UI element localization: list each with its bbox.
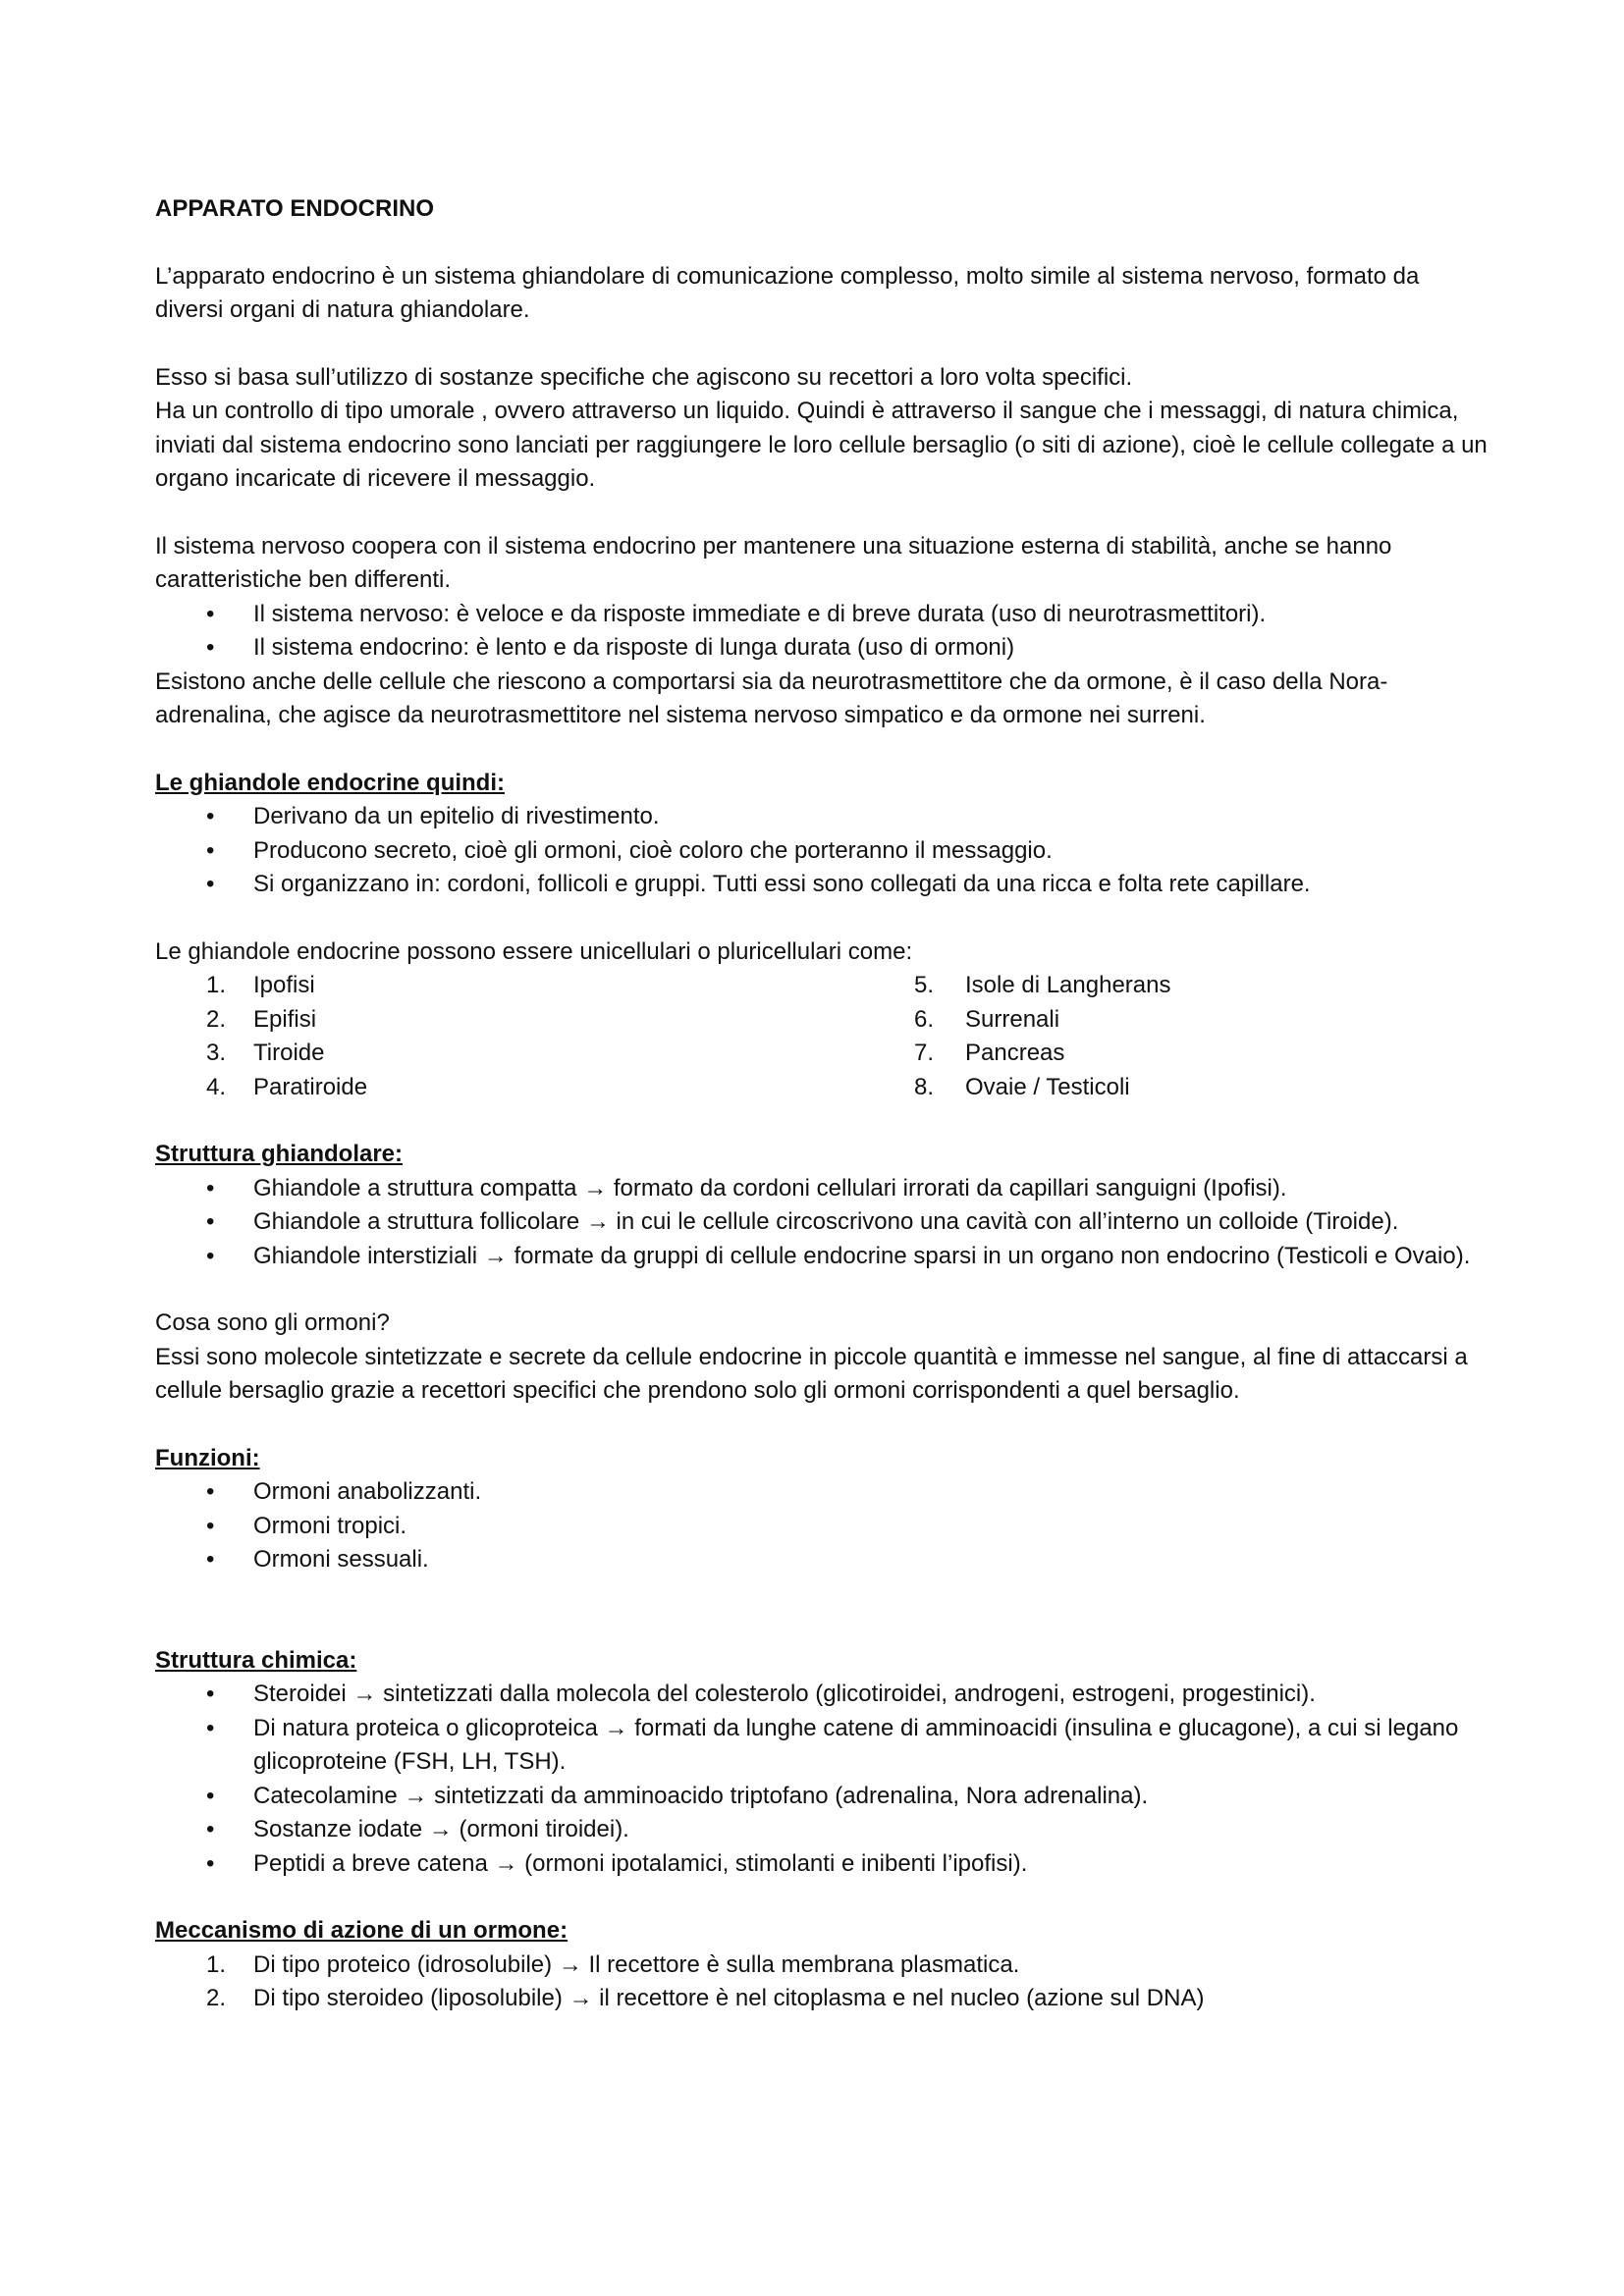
list-item: • Ghiandole interstiziali → formate da gruppi di cellule endocrine sparsi in un organo non endocrino (Testicoli e Ovaio). [155,1240,1490,1274]
list-item: • Ghiandole a struttura follicolare → in cui le cellule circoscrivono una cavità con all’interno un colloide (Tiroide). [155,1205,1490,1240]
list-item: • Peptidi a breve catena → (ormoni ipotalamici, stimolanti e inibenti l’ipofisi). [155,1847,1490,1882]
list-item: • Catecolamine → sintetizzati da amminoacido triptofano (adrenalina, Nora adrenalina). [155,1780,1490,1814]
arrow-icon: → [352,1681,377,1707]
list-item: • Si organizzano in: cordoni, follicoli e gruppi. Tutti essi sono collegati da una ricca e folta rete capillare. [155,868,1490,902]
gland-types-columns [155,969,1490,1104]
arrow-icon: → [494,1849,518,1877]
arrow-icon: → [558,1950,582,1978]
arrow-icon: → [483,1242,508,1269]
compare-list [155,598,1490,666]
list-item: 8. Ovaie / Testicoli [914,1073,1130,1100]
gland-types-right [914,969,1170,1104]
list-item: • Ghiandole a struttura compatta → formato da cordoni cellulari irrorati da capillari sanguigni (Ipofisi). [155,1172,1490,1206]
list-item: 1. Di tipo proteico (idrosolubile) → Il recettore è sulla membrana plasmatica. [206,1950,1020,1978]
list-item: 5. Isole di Langherans [914,972,1171,998]
list-item: 6. Surrenali [914,1005,1060,1033]
section-heading-chimica: Struttura chimica: [155,1646,357,1674]
arrow-icon: → [583,1174,608,1201]
gland-types-left [155,969,914,1104]
chimica-list [155,1678,1490,1881]
list-item: • Il sistema nervoso: è veloce e da risposte immediate e di breve durata (uso di neurotrasmettitori). [155,598,1490,632]
list-item: • Steroidei → sintetizzati dalla molecola del colesterolo (glicotiroidei, androgeni, estrogeni, progestinici). [155,1678,1490,1712]
struttura-list [155,1172,1490,1274]
list-item: 3. Tiroide [206,1040,325,1066]
list-item: • Derivano da un epitelio di rivestimento. [155,800,1490,834]
arrow-icon: → [404,1782,428,1809]
intro-paragraph: L’apparato endocrino è un sistema ghiandolare di comunicazione complesso, molto simile al sistema nervoso, formato da diversi organi di natura ghiandolare. [155,262,1420,323]
paragraph-sostanze: Esso si basa sull’utilizzo di sostanze specifiche che agiscono su recettori a loro volta specifici. [155,363,1133,391]
paragraph-cooperazione: Il sistema nervoso coopera con il sistema endocrino per mantenere una situazione esterna di stabilità, anche se hanno caratteristiche ben differenti. [155,532,1392,593]
ormoni-question: Cosa sono gli ormoni? [155,1309,390,1336]
document-title: APPARATO ENDOCRINO [155,195,435,222]
section-heading-meccanismo: Meccanismo di azione di un ormone: [155,1917,568,1944]
ormoni-definition: Essi sono molecole sintetizzate e secrete da cellule endocrine in piccole quantità e immesse nel sangue, al fine di attaccarsi a cellule bersaglio grazie a recettori specifici che prendono solo gli ormoni corrispondenti a quel bersaglio. [155,1343,1468,1404]
list-item: • Ormoni sessuali. [155,1543,1490,1577]
arrow-icon: → [585,1208,610,1235]
section-heading-funzioni: Funzioni: [155,1444,260,1471]
list-item: • Ormoni anabolizzanti. [155,1475,1490,1510]
list-item: 4. Paratiroide [206,1073,368,1100]
list-item: • Il sistema endocrino: è lento e da risposte di lunga durata (uso di ormoni) [155,631,1490,666]
list-item: • Producono secreto, cioè gli ormoni, cioè coloro che porteranno il messaggio. [155,834,1490,869]
list-item: 7. Pancreas [914,1040,1065,1066]
meccanismo-list [155,1949,1490,2016]
list-item: 2. Di tipo steroideo (liposolubile) → il recettore è nel citoplasma e nel nucleo (azione sul DNA) [206,1985,1205,2011]
document-page [155,192,1490,2016]
arrow-icon: → [604,1714,628,1741]
paragraph-tipi: Le ghiandole endocrine possono essere unicellulari o pluricellulari come: [155,937,913,965]
list-item: • Ormoni tropici. [155,1510,1490,1544]
paragraph-umorale: Ha un controllo di tipo umorale , ovvero attraverso un liquido. Quindi è attraverso il sangue che i messaggi, di natura chimica, inviati dal sistema endocrino sono lanciati per raggiungere le loro cellule bersaglio (o siti di azione), cioè le cellule collegate a un organo incaricate di ricevere il messaggio. [155,398,1488,492]
arrow-icon: → [568,1985,593,2011]
ghiandole-list [155,800,1490,902]
list-item: • Di natura proteica o glicoproteica → formati da lunghe catene di amminoacidi (insulina e glucagone), a cui si legano glicoproteine (FSH, LH, TSH). [155,1712,1490,1780]
section-heading-ghiandole: Le ghiandole endocrine quindi: [155,769,506,796]
section-heading-struttura: Struttura ghiandolare: [155,1141,404,1167]
funzioni-list [155,1475,1490,1577]
paragraph-noradrenalina: Esistono anche delle cellule che riescono a comportarsi sia da neurotrasmettitore che da ormone, è il caso della Nora-adrenalina, che agisce da neurotrasmettitore nel sistema nervoso simpatico e da ormone nei surreni. [155,667,1388,728]
arrow-icon: → [428,1816,453,1842]
list-item: 2. Epifisi [206,1005,317,1033]
list-item: 1. Ipofisi [206,972,315,998]
list-item: • Sostanze iodate → (ormoni tiroidei). [155,1813,1490,1847]
